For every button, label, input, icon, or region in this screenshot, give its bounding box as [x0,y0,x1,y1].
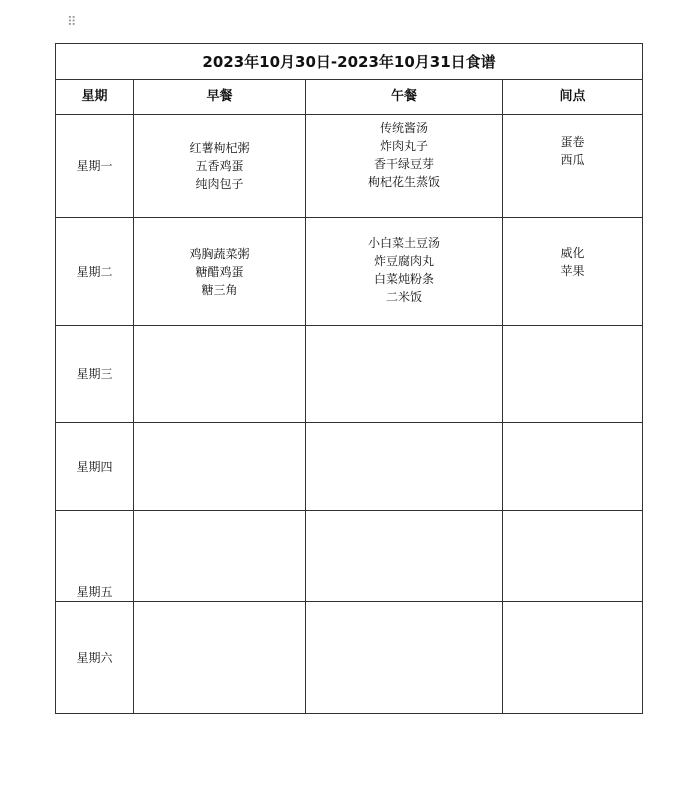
menu-title: 2023年10月30日-2023年10月31日食谱 [56,44,643,80]
breakfast-cell [134,326,306,423]
day-label: 星期五 [56,511,134,602]
table-row [56,326,643,423]
menu-item: 苹果 [560,264,585,278]
day-label: 星期三 [56,326,134,423]
breakfast-cell [134,115,306,218]
snack-cell [503,326,643,423]
table-row [56,218,643,326]
menu-item: 传统酱汤 [379,121,428,135]
snack-cell [503,218,643,326]
breakfast-cell [134,602,306,714]
menu-item: 炸肉丸子 [379,139,428,153]
header-lunch: 午餐 [306,80,503,115]
table-row [56,511,643,602]
day-label: 星期二 [56,218,134,326]
lunch-cell [306,218,503,326]
header-day: 星期 [56,80,134,115]
menu-item: 蛋卷 [560,135,585,149]
snack-cell [503,511,643,602]
header-snack: 间点 [503,80,643,115]
menu-item: 五香鸡蛋 [195,159,244,173]
lunch-cell [306,602,503,714]
lunch-cell [306,423,503,511]
table-row [56,115,643,218]
snack-cell [503,602,643,714]
menu-item: 西瓜 [560,153,585,167]
menu-item: 小白菜土豆汤 [367,236,440,250]
day-label: 星期六 [56,602,134,714]
breakfast-cell [134,218,306,326]
snack-cell [503,115,643,218]
header-breakfast: 早餐 [134,80,306,115]
menu-item: 糖三角 [201,282,238,297]
menu-item: 糖醋鸡蛋 [195,264,244,279]
table-row [56,423,643,511]
lunch-cell [306,511,503,602]
menu-item: 鸡胸蔬菜粥 [189,246,250,261]
lunch-cell [306,115,503,218]
menu-item: 红薯枸杞粥 [189,141,250,155]
breakfast-cell [134,511,306,602]
menu-item: 炸豆腐肉丸 [373,254,434,268]
menu-item: 白菜炖粉条 [373,272,434,286]
breakfast-cell [134,423,306,511]
table-row [56,602,643,714]
menu-item: 枸杞花生蒸饭 [367,175,440,189]
menu-table [55,43,643,714]
drag-handle-icon[interactable]: ⠿ [67,15,76,30]
menu-item: 纯肉包子 [195,177,244,191]
menu-item: 二米饭 [385,290,422,304]
lunch-cell [306,326,503,423]
snack-cell [503,423,643,511]
menu-item: 威化 [560,246,585,260]
day-label: 星期四 [56,423,134,511]
menu-item: 香干绿豆芽 [373,157,434,171]
day-label: 星期一 [56,115,134,218]
